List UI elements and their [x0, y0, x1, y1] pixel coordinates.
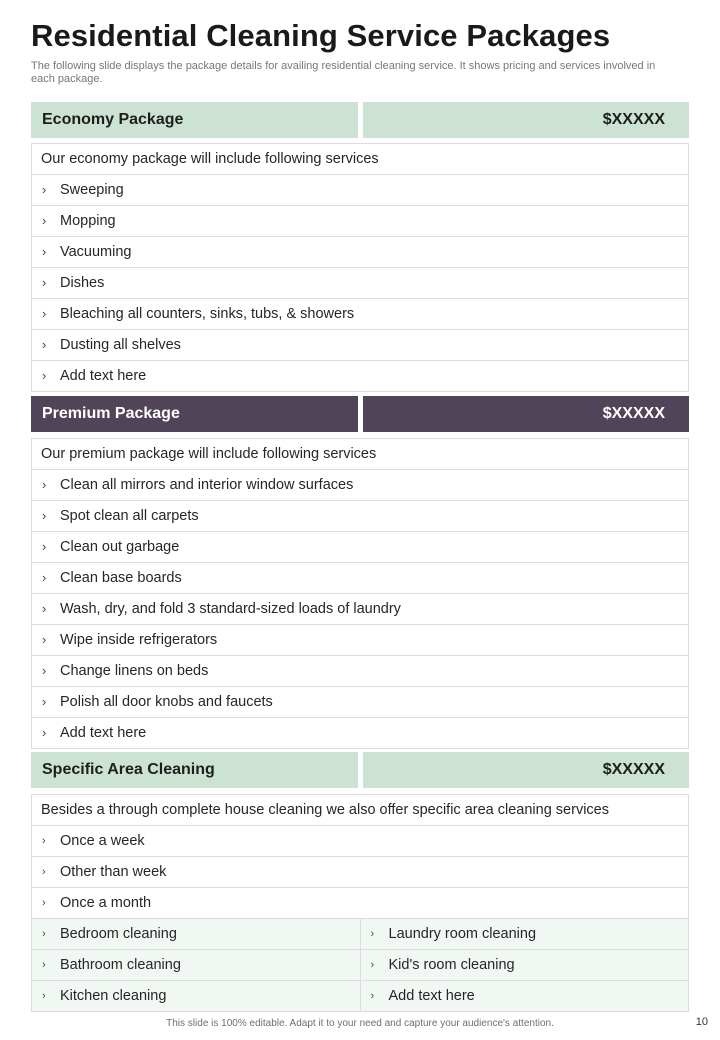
chevron-right-icon: ›: [370, 959, 375, 971]
chevron-right-icon: ›: [42, 897, 46, 909]
list-item: › Change linens on beds: [32, 655, 688, 686]
page-title: Residential Cleaning Service Packages: [31, 18, 611, 53]
premium-services-table: [31, 438, 689, 749]
grid-cell: › Kid's room cleaning: [360, 950, 689, 980]
list-item: › Spot clean all carpets: [32, 500, 688, 531]
list-item: › Clean out garbage: [32, 531, 688, 562]
premium-package-header: [31, 396, 689, 432]
chevron-right-icon: ›: [42, 694, 47, 709]
footer-note: This slide is 100% editable. Adapt it to your need and capture your audience's attention.: [166, 1018, 554, 1029]
chevron-right-icon: ›: [42, 337, 47, 352]
chevron-right-icon: ›: [42, 835, 46, 847]
list-item: › Dusting all shelves: [32, 329, 688, 360]
chevron-right-icon: ›: [42, 959, 46, 971]
economy-package-price: $XXXXX: [363, 102, 689, 138]
premium-intro: Our premium package will include following services: [41, 446, 377, 462]
chevron-right-icon: ›: [42, 213, 47, 228]
chevron-right-icon: ›: [42, 601, 47, 616]
premium-package-price: $XXXXX: [363, 396, 689, 432]
grid-cell: › Bathroom cleaning: [32, 950, 360, 980]
list-item: › Dishes: [32, 267, 688, 298]
grid-cell: › Kitchen cleaning: [32, 981, 360, 1011]
premium-package-name: Premium Package: [31, 396, 358, 432]
economy-package-name: Economy Package: [31, 102, 358, 138]
chevron-right-icon: ›: [42, 990, 46, 1002]
specific-area-header: [31, 752, 689, 788]
chevron-right-icon: ›: [42, 928, 46, 940]
grid-cell: › Add text here: [360, 981, 689, 1011]
list-item: › Clean all mirrors and interior window surfaces: [32, 469, 688, 500]
page-number: 10: [695, 1016, 708, 1028]
list-item: › Clean base boards: [32, 562, 688, 593]
specific-area-name: Specific Area Cleaning: [31, 752, 358, 788]
chevron-right-icon: ›: [42, 275, 47, 290]
area-grid-row: [32, 980, 688, 1011]
chevron-right-icon: ›: [370, 990, 375, 1002]
economy-services-table: [31, 143, 689, 392]
page-subtitle: The following slide displays the package details for availing residential cleaning service. It shows pricing and services involved in each package.: [31, 60, 656, 85]
chevron-right-icon: ›: [42, 508, 47, 523]
chevron-right-icon: ›: [42, 866, 46, 878]
economy-intro: Our economy package will include following services: [41, 151, 379, 167]
chevron-right-icon: ›: [42, 306, 47, 321]
list-item: › Mopping: [32, 205, 688, 236]
area-grid-row: [32, 918, 688, 949]
grid-cell: › Laundry room cleaning: [360, 919, 689, 949]
list-item: › Vacuuming: [32, 236, 688, 267]
specific-intro: Besides a through complete house cleaning we also offer specific area cleaning services: [41, 802, 609, 818]
area-grid-row: [32, 949, 688, 980]
list-item: › Sweeping: [32, 174, 688, 205]
list-item: › Other than week: [32, 856, 688, 887]
list-item: › Add text here: [32, 717, 688, 748]
chevron-right-icon: ›: [42, 477, 47, 492]
chevron-right-icon: ›: [42, 725, 47, 740]
chevron-right-icon: ›: [42, 244, 47, 259]
list-item: › Once a week: [32, 825, 688, 856]
specific-area-table: [31, 794, 689, 1012]
chevron-right-icon: ›: [42, 368, 47, 383]
chevron-right-icon: ›: [42, 570, 47, 585]
specific-area-price: $XXXXX: [363, 752, 689, 788]
chevron-right-icon: ›: [42, 182, 47, 197]
chevron-right-icon: ›: [370, 928, 375, 940]
list-item: › Wipe inside refrigerators: [32, 624, 688, 655]
grid-cell: › Bedroom cleaning: [32, 919, 360, 949]
list-item: › Wash, dry, and fold 3 standard-sized loads of laundry: [32, 593, 688, 624]
list-item: › Once a month: [32, 887, 688, 918]
chevron-right-icon: ›: [42, 632, 47, 647]
list-item: › Add text here: [32, 360, 688, 391]
list-item: › Polish all door knobs and faucets: [32, 686, 688, 717]
list-item: › Bleaching all counters, sinks, tubs, & showers: [32, 298, 688, 329]
economy-package-header: [31, 102, 689, 138]
chevron-right-icon: ›: [42, 663, 47, 678]
chevron-right-icon: ›: [42, 539, 47, 554]
